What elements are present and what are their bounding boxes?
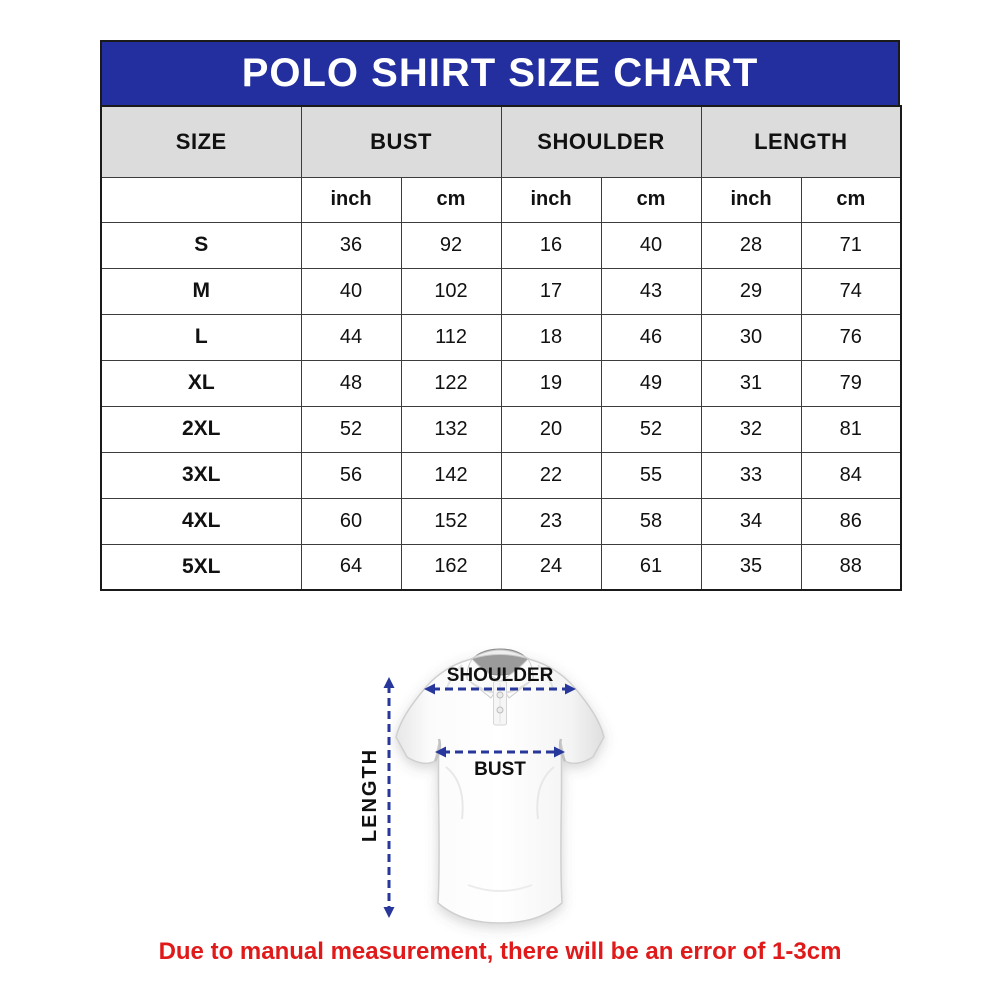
size-cell: 5XL (101, 544, 301, 590)
value-cell: 79 (801, 360, 901, 406)
page-title: POLO SHIRT SIZE CHART (241, 51, 759, 95)
size-cell: S (101, 222, 301, 268)
size-cell: L (101, 314, 301, 360)
value-cell: 60 (301, 498, 401, 544)
unit-cell: inch (301, 177, 401, 222)
arrowhead-icon (384, 907, 395, 918)
value-cell: 49 (601, 360, 701, 406)
value-cell: 19 (501, 360, 601, 406)
unit-cell: cm (801, 177, 901, 222)
value-cell: 22 (501, 452, 601, 498)
value-cell: 28 (701, 222, 801, 268)
value-cell: 55 (601, 452, 701, 498)
value-cell: 18 (501, 314, 601, 360)
units-header-row (101, 177, 901, 222)
value-cell: 132 (401, 406, 501, 452)
table-row-5xl (101, 544, 901, 590)
value-cell: 24 (501, 544, 601, 590)
table-row-m (101, 268, 901, 314)
table-row-s (101, 222, 901, 268)
value-cell: 162 (401, 544, 501, 590)
bust-label: BUST (474, 759, 526, 780)
value-cell: 81 (801, 406, 901, 452)
value-cell: 36 (301, 222, 401, 268)
value-cell: 44 (301, 314, 401, 360)
value-cell: 23 (501, 498, 601, 544)
measurement-diagram (350, 633, 660, 945)
column-header-size: SIZE (101, 106, 301, 177)
unit-cell: cm (601, 177, 701, 222)
value-cell: 122 (401, 360, 501, 406)
value-cell: 17 (501, 268, 601, 314)
value-cell: 58 (601, 498, 701, 544)
size-table (100, 105, 902, 591)
value-cell: 16 (501, 222, 601, 268)
value-cell: 74 (801, 268, 901, 314)
unit-cell: cm (401, 177, 501, 222)
value-cell: 61 (601, 544, 701, 590)
unit-cell: inch (701, 177, 801, 222)
value-cell: 64 (301, 544, 401, 590)
size-cell: M (101, 268, 301, 314)
value-cell: 152 (401, 498, 501, 544)
value-cell: 142 (401, 452, 501, 498)
value-cell: 52 (601, 406, 701, 452)
size-cell: 2XL (101, 406, 301, 452)
size-cell: 4XL (101, 498, 301, 544)
polo-button (497, 707, 503, 713)
value-cell: 40 (301, 268, 401, 314)
value-cell: 88 (801, 544, 901, 590)
value-cell: 29 (701, 268, 801, 314)
value-cell: 56 (301, 452, 401, 498)
value-cell: 20 (501, 406, 601, 452)
column-header-bust: BUST (301, 106, 501, 177)
chart-title-bar (100, 40, 900, 105)
table-row-4xl (101, 498, 901, 544)
unit-cell: inch (501, 177, 601, 222)
table-row-2xl (101, 406, 901, 452)
value-cell: 86 (801, 498, 901, 544)
value-cell: 112 (401, 314, 501, 360)
arrowhead-icon (384, 677, 395, 688)
value-cell: 40 (601, 222, 701, 268)
measurement-note: Due to manual measurement, there will be an error of 1-3cm (158, 938, 842, 965)
polo-button (497, 692, 503, 698)
value-cell: 52 (301, 406, 401, 452)
table-row-3xl (101, 452, 901, 498)
size-cell: XL (101, 360, 301, 406)
value-cell: 46 (601, 314, 701, 360)
value-cell: 102 (401, 268, 501, 314)
value-cell: 32 (701, 406, 801, 452)
value-cell: 33 (701, 452, 801, 498)
column-group-header-row (101, 106, 901, 177)
length-label: LENGTH (359, 747, 381, 843)
shoulder-label: SHOULDER (446, 665, 554, 686)
value-cell: 43 (601, 268, 701, 314)
value-cell: 71 (801, 222, 901, 268)
column-header-shoulder: SHOULDER (501, 106, 701, 177)
value-cell: 34 (701, 498, 801, 544)
value-cell: 35 (701, 544, 801, 590)
value-cell: 31 (701, 360, 801, 406)
value-cell: 76 (801, 314, 901, 360)
value-cell: 30 (701, 314, 801, 360)
size-cell: 3XL (101, 452, 301, 498)
table-row-l (101, 314, 901, 360)
table-row-xl (101, 360, 901, 406)
column-header-length: LENGTH (701, 106, 901, 177)
value-cell: 84 (801, 452, 901, 498)
value-cell: 48 (301, 360, 401, 406)
empty-cell (101, 177, 301, 222)
value-cell: 92 (401, 222, 501, 268)
